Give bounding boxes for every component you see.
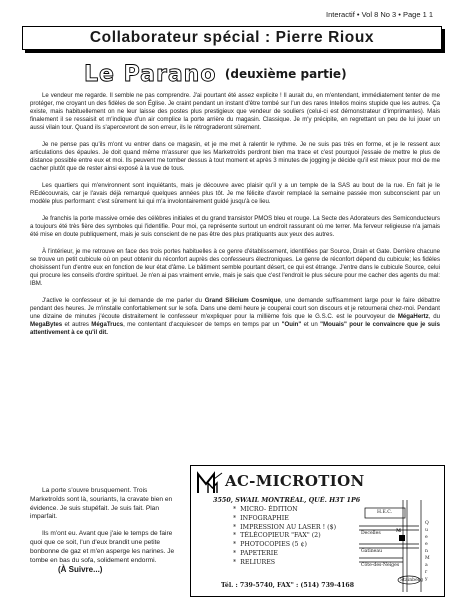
service-item: * MICRO- ÉDITION [233, 506, 298, 513]
paragraph-7: La porte s'ouvre brusquement. Trois Marketroïds sont là, souriants, la cravate bien en évidence. Je suis stupéfait. Je suis fait. Plan imparfait. [30, 487, 173, 521]
location-map [357, 500, 439, 592]
article-title [84, 62, 347, 87]
paragraph-4: Je franchis la porte massive ornée des célèbres initiales et du grand transistor PMOS bleu et rouge. La Secte des Adorateurs des Semiconducteurs a toujours été très fière des symboles qui l'identifie. Pour moi, ça représente surtout un endroit rassurant où me terrer. Ma ferveur religieuse n'a jamais été mise en doute publiquement, mais je suis conscient de ne pas être des plus pratiquants aux yeux des autres. [30, 215, 440, 238]
map-label-queen-mary: Queen Mary [425, 521, 430, 582]
service-item: * RELIURES [233, 558, 276, 566]
p6-bold-b: MégaHertz [397, 313, 429, 320]
advertisement [190, 465, 445, 597]
map-label-cote-des-neiges: Côte-des-Neiges [361, 563, 400, 568]
map-label-gatineau: Gatineau [361, 549, 383, 554]
paragraph-5: À l'intérieur, je me retrouve en face des trois portes habituelles à ce genre d'établissement, identifiées par Source, Drain et Gate. Derrière chacune se trouve un petit cubicule où on peut obtenir du réconfort auprès des confesseurs électroniques. Le genre de réconfort dépend du cubicule; les fidèles choisissent l'un d'entre eux en fonction de leur état d'âme. Le bâtiment semble pourtant désert, ce qui est étrange. J'entre dans le cubicule Source, celui qui procure les conseils d'ordre spirituel. Je n'en ai pas vraiment envie, mais je sais que c'est l'endroit le plus sécure pour me cacher des agents du mal: IBM. [30, 248, 440, 287]
p6-bold-d: MégaTrucs [91, 321, 124, 328]
column-banner [22, 26, 442, 50]
p6-bold-a: Grand Silicium Cosmique [204, 297, 281, 304]
map-label-decelles: Decelles [361, 531, 381, 536]
p6-text-e: , me contentant d'acquiescer de temps en temps par un [123, 321, 282, 328]
article-subtitle: (deuxième partie) [224, 67, 347, 81]
article-closing [30, 487, 180, 573]
paragraph-6 [30, 297, 440, 337]
bullet-icon: * [233, 523, 237, 531]
article-body [30, 92, 440, 346]
service-item: * PHOTOCOPIES (5 ¢) [233, 541, 307, 549]
p6-bold-c: MegaBytes [30, 321, 63, 328]
p6-text-a: J'active le confesseur et je lui demande de me parler du [42, 297, 205, 304]
map-label-hec: H.E.C. [377, 510, 393, 515]
service-item: * IMPRESSION AU LASER ! ($) [233, 523, 337, 531]
p6-text-c: , du [428, 313, 440, 320]
column-banner-text: Collaborateur spécial : Pierre Rioux [89, 29, 375, 46]
article-title-text: Le Parano [84, 62, 217, 87]
bullet-icon: * [233, 532, 237, 540]
p6-bold-e: "Ouin" [281, 321, 302, 328]
bullet-icon: * [233, 549, 237, 557]
bullet-icon: * [233, 541, 237, 549]
bullet-icon: * [233, 514, 237, 522]
running-header: Interactif • Vol 8 No 3 • Page 1 1 [326, 10, 433, 19]
map-label-steinberg: Stainberg [400, 578, 423, 583]
paragraph-1: Le vendeur me regarde. Il semble ne pas comprendre. J'ai pourtant été assez explicite ! Il aurait du, en m'entendant, immédiatement tenter de me protéger, me croyant un des fidèles de son Église. Je craint pendant un instant d'être tombé sur l'un des rares Intellos moins stupide que les autres. Ça existe, mais habituellement on ne leur laisse des postes plus prestigieux que vendeur de souliers (celui-ci est démonstrateur d'imprimantes). Mais finalement il se ressaisit et m'indique d'un air complice la porte arrière du magasin. Classique. Je m'y précipite, en regrettant un peu de lui jouer un aussi vilain tour. Quand ils s'apercevront de son erreur, ils le rétrograderont sûrement. [30, 92, 440, 131]
paragraph-3: Les quartiers qui m'environnent sont inquiétants, mais je découvre avec plaisir qu'il y a un temple de la SAS au bout de la rue. En fait je le REdécouvrais, car je l'avais déjà remarqué quelques années plus tôt. Je me félicite d'avoir remplacé la semaine passée mon subconscient par un modèle plus performant: c'est sûrement lui qui m'a involontairement guidé jusqu'à ce lieu. [30, 182, 440, 205]
company-phone: Tél. : 739-5740, FAX" : (514) 739-4168 [221, 582, 355, 589]
service-item: * TÉLÉCOPIEUR "FAX" (2) [233, 532, 321, 540]
company-address: 3550, SWAIL MONTRÉAL, QUÉ. H3T 1P6 [213, 496, 361, 504]
p6-bold-f: "Mouais" [320, 321, 347, 328]
bullet-icon: * [233, 558, 237, 566]
service-item: * INFOGRAPHIE [233, 514, 289, 522]
bullet-icon: * [233, 506, 237, 513]
services-list [233, 506, 336, 568]
p6-text-g: pour le convaincre que je suis attentivement à ce qu'il dit. [30, 321, 440, 336]
p6-text-b: , une demande suffisamment large pour le faire débattre pendant des heures. Je m'installe confortablement sur le sofa. Dans une demi heure je couperai court son discours et je retournerai chez-moi. Pendant une dizaine de minutes j'écoute distraitement le confesseur m'expliquer pour la millième fois que le G.S.C. est le pourvoyeur de [30, 297, 440, 320]
company-name: AC-MICROTION [225, 472, 365, 490]
company-logo-icon [197, 471, 223, 495]
p6-text-d: et autres [62, 321, 92, 328]
continued-label: (À Suivre...) [58, 565, 103, 574]
paragraph-8: Ils m'ont eu. Avant que j'aie le temps de faire quoi que ce soit, l'un d'eux brandit une petite bonbonne de gaz et m'en asperge les narines. Je tombe en bas du sofa, solidement endormi. [30, 530, 175, 564]
service-item: * PAPETERIE [233, 549, 278, 557]
paragraph-2: Je ne pense pas qu'ils m'ont vu entrer dans ce magasin, et je me met à ralentir le rythme. Je ne suis pas très en forme, et je le ressent aux articulations des épaules. Je doit quand même m'assurer que les Marketroïds perdront bien ma trace et c'est pourquoi j'essaie de mettre le plus de distance possible entre eux et moi. Ils peuvent me tomber dessus à tout moment et après 3 minutes de jogging je décide qu'il est mieux pour moi de me cacher plutôt que de rester ainsi exposé à la vue de tous. [30, 141, 440, 172]
map-label-m: M [396, 529, 402, 534]
p6-text-f: et un [301, 321, 321, 328]
